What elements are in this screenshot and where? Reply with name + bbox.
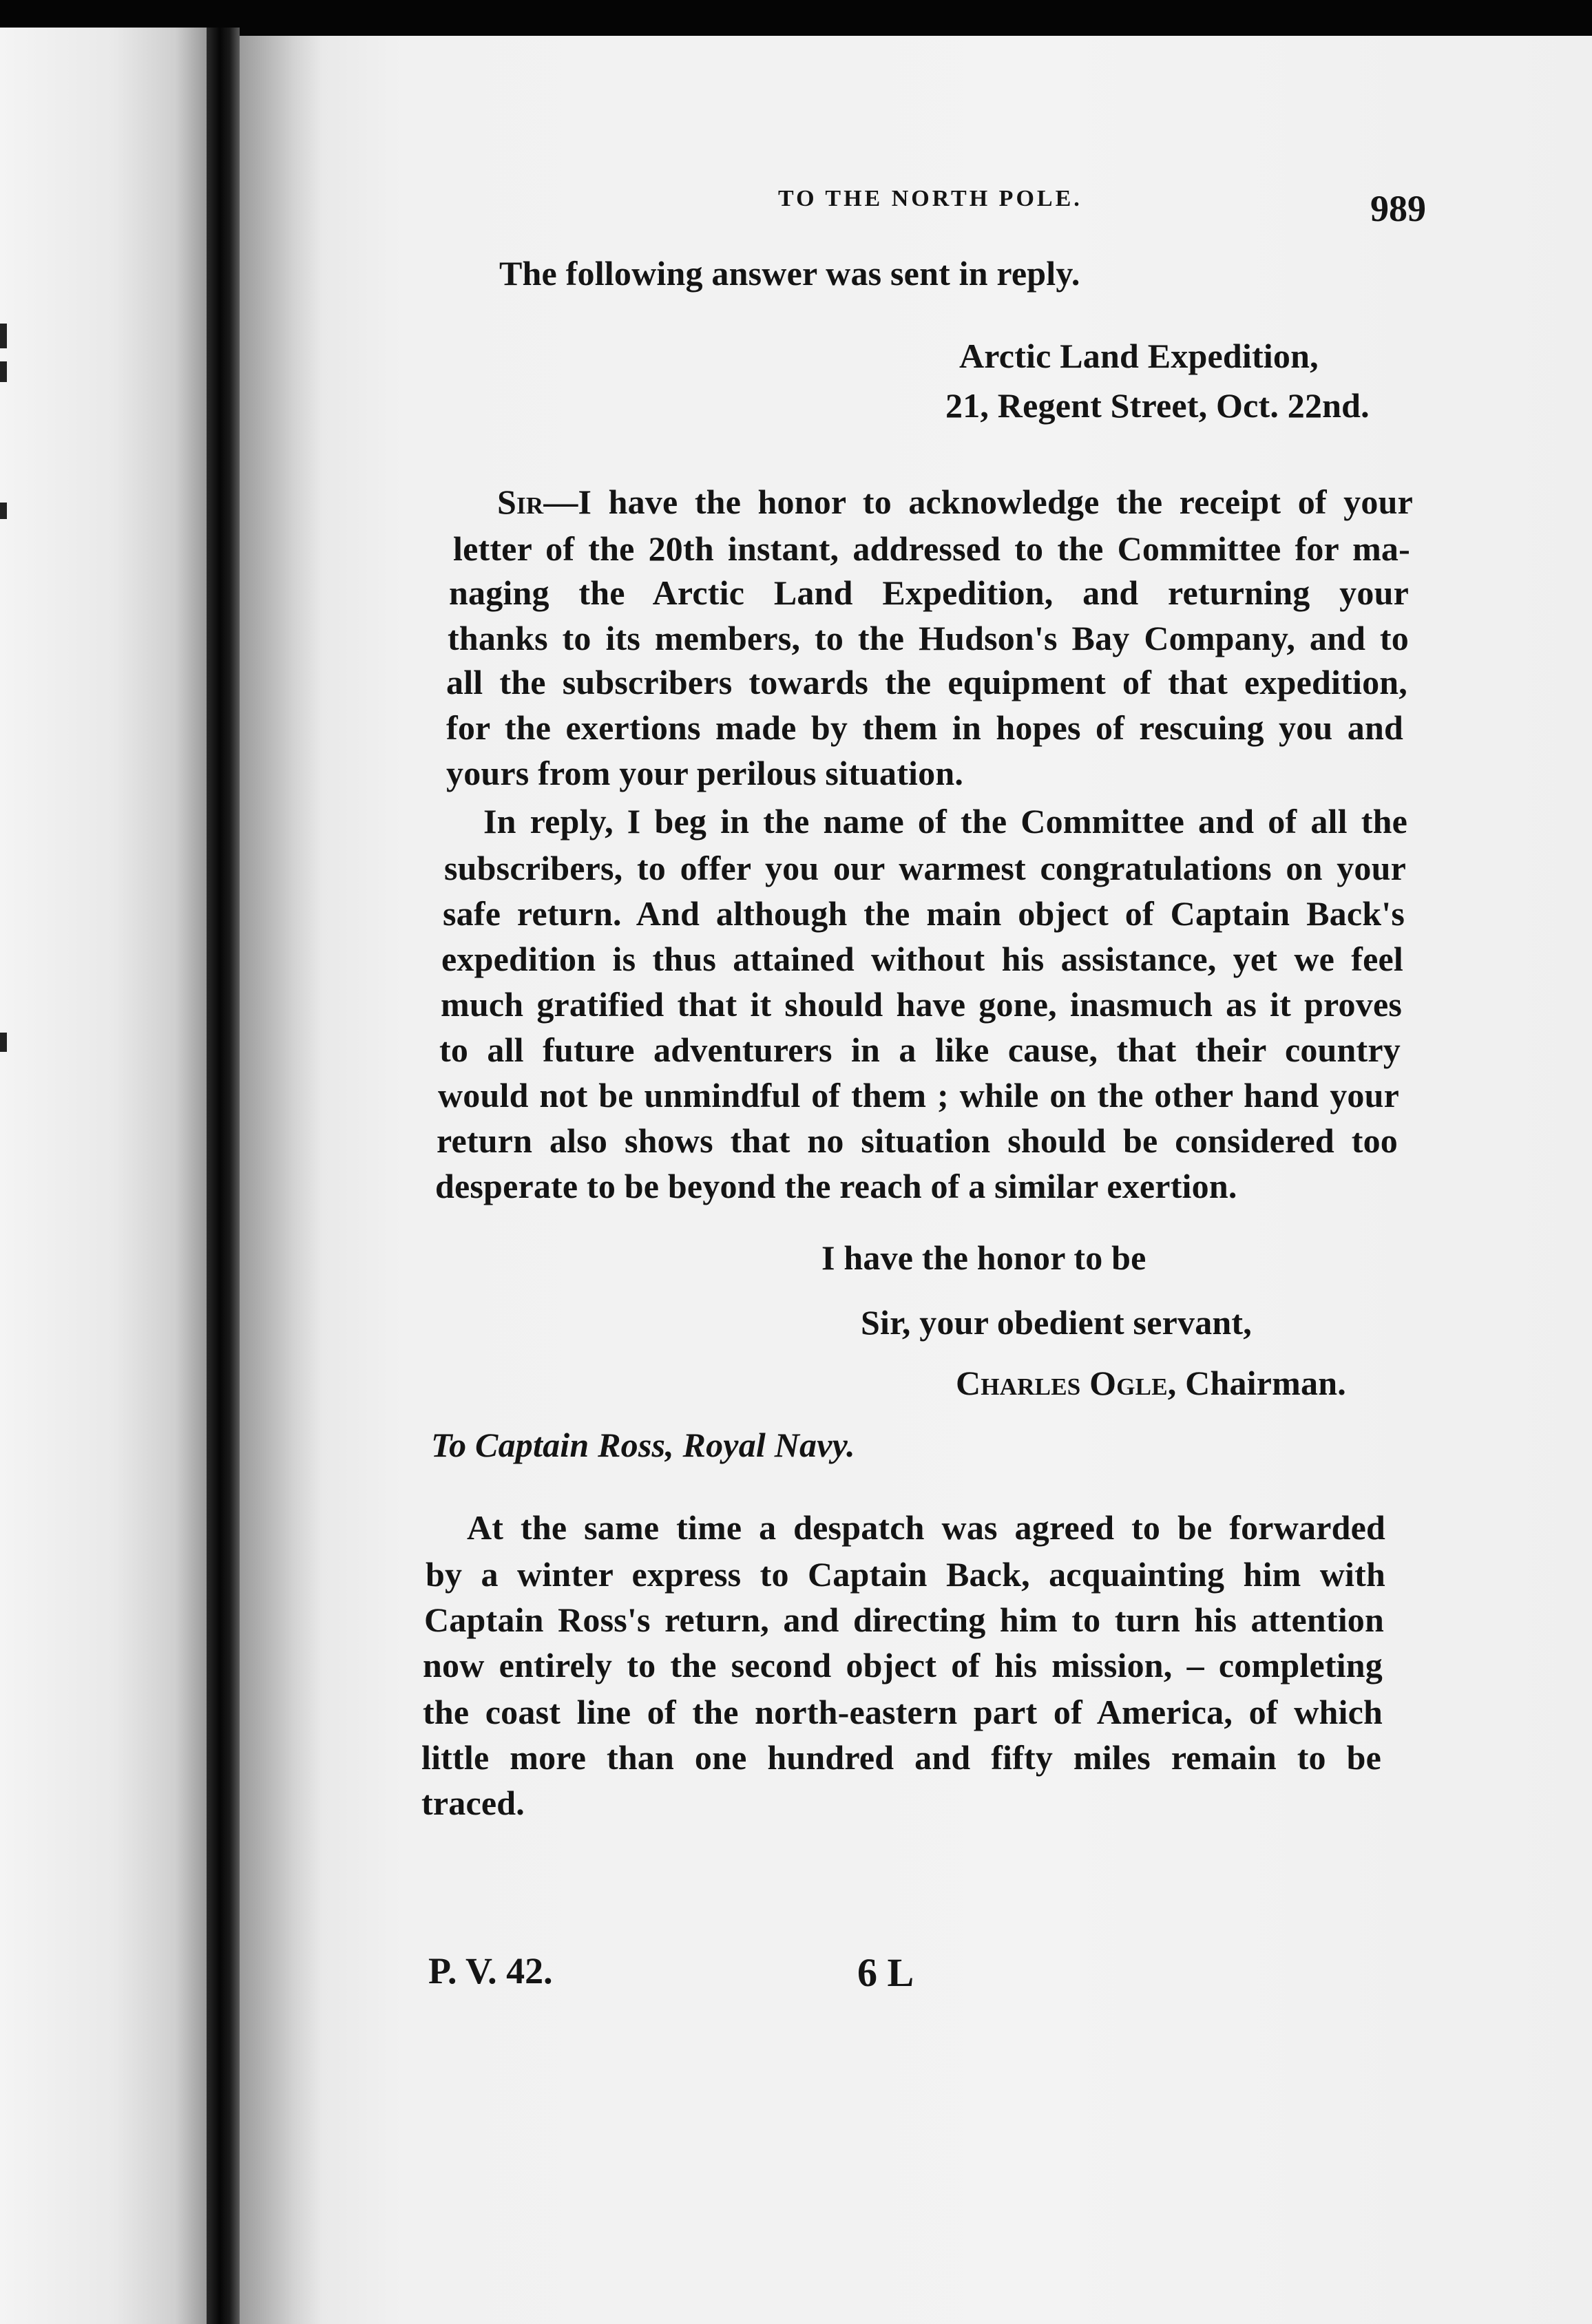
letter-line: desperate to be beyond the reach of a similar exertion.: [435, 1167, 1237, 1205]
page-gutter-shadow: [240, 36, 322, 2324]
narrative-line: little more than one hundred and fifty miles remain to be: [421, 1738, 1381, 1777]
signature-title: , Chairman.: [1167, 1364, 1346, 1402]
letter-line: all the subscribers towards the equipment of that expedition,: [446, 663, 1407, 701]
facing-page-mark: [0, 503, 7, 519]
closing-line-2: Sir, your obedient servant,: [861, 1303, 1252, 1342]
facing-page-mark: [0, 324, 7, 348]
addressee: To Captain Ross, Royal Navy.: [431, 1426, 855, 1464]
narrative-line: traced.: [421, 1784, 525, 1822]
letter-line: to all future adventurers in a like cause, that their country: [439, 1031, 1401, 1069]
letter-line: for the exertions made by them in hopes of rescuing you and: [446, 708, 1403, 747]
letter-line: naging the Arctic Land Expedition, and returning your: [449, 573, 1409, 612]
salutation: Sir: [497, 483, 544, 521]
narrative-line: the coast line of the north-eastern part of America, of which: [423, 1693, 1383, 1731]
signature-line: [956, 1363, 1346, 1403]
letter-line: In reply, I beg in the name of the Committee and of all the: [483, 802, 1407, 841]
letter-line: much gratified that it should have gone, inasmuch as it proves: [441, 985, 1402, 1024]
letter-line: letter of the 20th instant, addressed to the Committee for ma-: [453, 529, 1410, 568]
closing-line-1: I have the honor to be: [821, 1238, 1146, 1277]
narrative-line: At the same time a despatch was agreed to be forwarded: [467, 1508, 1385, 1547]
book-spine: [207, 28, 240, 2324]
address-line-1: Arctic Land Expedition,: [959, 337, 1319, 375]
narrative-line: now entirely to the second object of his mission, – completing: [423, 1646, 1383, 1684]
letter-line: return also shows that no situation should be considered too: [437, 1121, 1398, 1160]
narrative-line: Captain Ross's return, and directing him to turn his attention: [424, 1601, 1384, 1639]
letter-line: yours from your perilous situation.: [446, 754, 964, 792]
facing-page-edge: [0, 28, 207, 2324]
address-line-2: 21, Regent Street, Oct. 22nd.: [945, 386, 1370, 425]
letter-line: would not be unmindful of them ; while on the other hand your: [438, 1076, 1399, 1115]
letter-line: subscribers, to offer you our warmest congratulations on your: [444, 849, 1406, 887]
narrative-line: by a winter express to Captain Back, acquainting him with: [426, 1555, 1385, 1594]
letter-first-line: Sir—I have the honor to acknowledge the receipt of your: [497, 483, 1413, 521]
printer-signature: P. V. 42.: [428, 1950, 553, 1992]
facing-page-mark: [0, 361, 7, 382]
letter-line: expedition is thus attained without his assistance, yet we feel: [441, 940, 1403, 978]
signature-name: Charles Ogle: [956, 1364, 1168, 1402]
facing-page-mark: [0, 1033, 7, 1052]
page-number: 989: [1370, 188, 1426, 229]
running-head: TO THE NORTH POLE.: [778, 186, 1082, 211]
intro-line: The following answer was sent in reply.: [499, 254, 1080, 293]
gathering-mark: 6 L: [857, 1950, 914, 1995]
letter-line: safe return. And although the main object of Captain Back's: [443, 894, 1405, 933]
letter-line: thanks to its members, to the Hudson's Bay Company, and to: [448, 619, 1409, 657]
